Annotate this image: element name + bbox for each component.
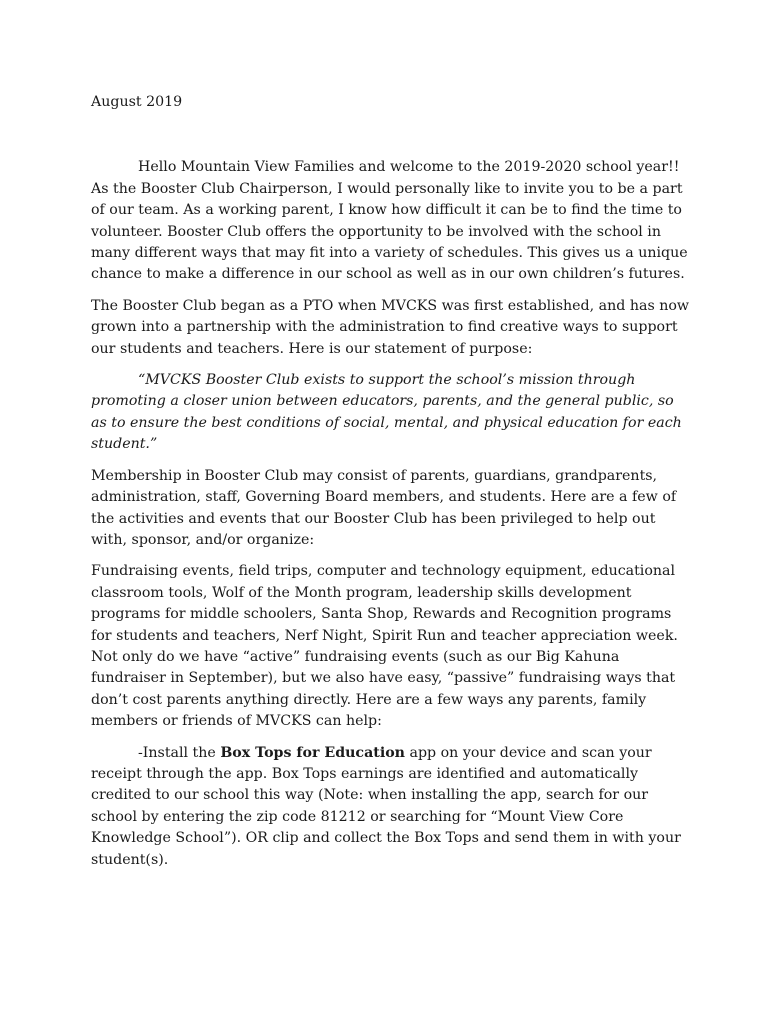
activities-paragraph: Fundraising events, field trips, computer and technology equipment, educational classroom tools, Wolf of the Month program, leadership skills development programs for middle schoolers, Santa Shop, Rewards and Recognition programs for students and teachers, Nerf Night, Spirit Run and teacher appreciation week. Not only do we have “active” fundraising events (such as our Big Kahuna fundraiser in September), but we also have easy, “passive” fundraising ways that don’t cost parents anything directly. Here are a few ways any parents, family members or friends of MVCKS can help: [91,563,678,730]
box-tops-prefix: -Install the [138,744,221,761]
letter-date: August 2019 [91,94,183,110]
welcome-paragraph: Hello Mountain View Families and welcome to the 2019-2020 school year!! As the Booster Club Chairperson, I would personally like to invite you to be a part of our team. As a working parent, I know how difficult it can be to find the time to volunteer. Booster Club offers the opportunity to be involved with the school in many different ways that may fit into a variety of schedules. This gives us a unique chance to make a difference in our school as well as in our own children’s futures. [91,159,688,283]
box-tops-app-name: Box Tops for Education [220,744,405,761]
letter-page [91,92,691,881]
membership-paragraph: Membership in Booster Club may consist of parents, guardians, grandparents, administration, staff, Governing Board members, and students. Here are a few of the activities and events that our Booster Club has been privileged to help out with, sponsor, and/or organize: [91,467,677,548]
box-tops-paragraph [91,743,691,871]
statement-of-purpose-quote: “MVCKS Booster Club exists to support the school’s mission through promoting a closer union between educators, parents, and the general public, so as to ensure the best conditions of social, mental, and physical education for each student.” [91,372,682,453]
history-paragraph: The Booster Club began as a PTO when MVCKS was first established, and has now grown into a partnership with the administration to find creative ways to support our students and teachers. Here is our statement of purpose: [91,297,690,357]
box-tops-suffix: app on your device and scan your receipt through the app. Box Tops earnings are identified and automatically credited to our school this way (Note: when installing the app, search for our school by entering the zip code 81212 or searching for “Mount View Core Knowledge School”). OR clip and collect the Box Tops and send them in with your student(s). [91,744,681,868]
